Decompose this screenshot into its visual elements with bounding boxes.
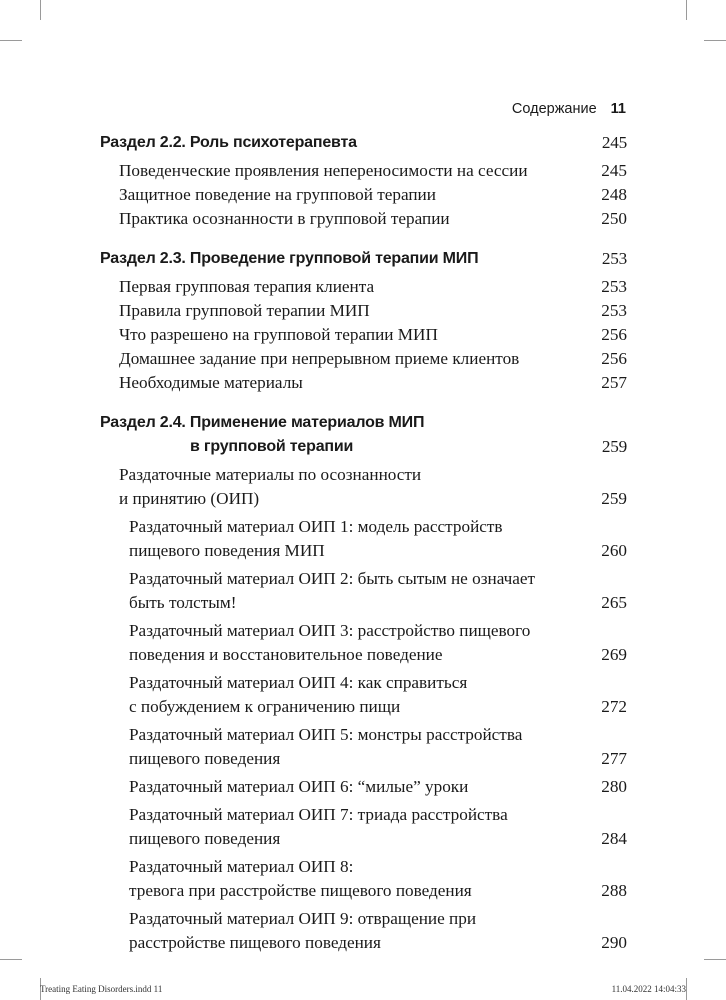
toc-title-line2: тревога при расстройстве пищевого поведения <box>129 881 472 900</box>
toc-entry[interactable] <box>100 299 627 323</box>
toc-page: 284 <box>601 829 627 848</box>
toc-title: Раздаточный материал ОИП 6: “милые” уроки <box>129 777 469 796</box>
header-title: Содержание <box>511 101 597 117</box>
toc-title: Первая групповая терапия клиента <box>119 277 375 296</box>
slug-timestamp: 11.04.2022 14:04:33 <box>611 984 686 994</box>
toc-handout[interactable] <box>100 515 627 563</box>
toc-title-line1: Раздаточный материал ОИП 2: быть сытым не означает <box>129 569 536 588</box>
toc-page: 250 <box>601 209 627 228</box>
toc-title-line1: Раздаточный материал ОИП 5: монстры расстройства <box>129 725 523 744</box>
toc-page: 253 <box>601 301 627 320</box>
toc-title-line1: Раздаточные материалы по осознанности <box>119 465 422 484</box>
crop-mark <box>686 0 687 20</box>
toc-page: 245 <box>601 133 627 152</box>
toc-page: 272 <box>601 697 627 716</box>
toc-title-line1: Раздел 2.4. Применение материалов МИП <box>100 414 425 431</box>
toc-entry[interactable] <box>100 159 627 183</box>
toc-page: 260 <box>601 541 627 560</box>
toc-handout[interactable] <box>100 619 627 667</box>
table-of-contents <box>100 131 627 955</box>
toc-title: Что разрешено на групповой терапии МИП <box>119 325 438 344</box>
toc-title: Домашнее задание при непрерывном приеме клиентов <box>119 349 520 368</box>
toc-title-line2: и принятию (ОИП) <box>119 489 260 508</box>
toc-page: 253 <box>601 249 627 268</box>
toc-title-line1: Раздаточный материал ОИП 3: расстройство пищевого <box>129 621 531 640</box>
toc-page: 248 <box>601 185 627 204</box>
toc-handout[interactable] <box>100 567 627 615</box>
toc-title-line2: поведения и восстановительное поведение <box>129 645 443 664</box>
slug-file: Treating Eating Disorders.indd 11 <box>40 984 163 994</box>
toc-title-line1: Раздаточный материал ОИП 7: триада расстройства <box>129 805 508 824</box>
toc-title-line2: с побуждением к ограничению пищи <box>129 697 401 716</box>
toc-page: 257 <box>601 373 627 392</box>
toc-page: 265 <box>601 593 627 612</box>
toc-title-line1: Раздаточный материал ОИП 1: модель расстройств <box>129 517 503 536</box>
toc-title: Раздел 2.3. Проведение групповой терапии МИП <box>100 250 479 267</box>
toc-page: 245 <box>601 161 627 180</box>
crop-mark <box>686 978 687 1000</box>
toc-title: Поведенческие проявления непереносимости на сессии <box>119 161 528 180</box>
toc-page: 253 <box>601 277 627 296</box>
crop-mark <box>704 40 726 41</box>
toc-entry[interactable] <box>100 371 627 395</box>
toc-entry[interactable] <box>100 463 627 511</box>
toc-title-line2: пищевого поведения <box>129 829 281 848</box>
toc-section-2-2[interactable] <box>100 131 627 155</box>
crop-mark <box>704 959 726 960</box>
running-header <box>512 101 626 117</box>
toc-title: Необходимые материалы <box>119 373 303 392</box>
toc-page: 259 <box>601 489 627 508</box>
toc-title: Защитное поведение на групповой терапии <box>119 185 436 204</box>
toc-page: 256 <box>601 325 627 344</box>
toc-handout[interactable] <box>100 855 627 903</box>
print-slug <box>40 984 686 994</box>
toc-title: Раздел 2.2. Роль психотерапевта <box>100 134 357 151</box>
toc-title-line1: Раздаточный материал ОИП 9: отвращение при <box>129 909 477 928</box>
toc-page: 256 <box>601 349 627 368</box>
toc-handout[interactable] <box>100 907 627 955</box>
toc-title: Правила групповой терапии МИП <box>119 301 370 320</box>
toc-section-2-3[interactable] <box>100 247 627 271</box>
toc-handout[interactable] <box>100 803 627 851</box>
toc-entry[interactable] <box>100 275 627 299</box>
crop-mark <box>40 0 41 20</box>
toc-handout[interactable] <box>100 775 627 799</box>
toc-page: 277 <box>601 749 627 768</box>
toc-page: 259 <box>601 437 627 456</box>
toc-entry[interactable] <box>100 347 627 371</box>
header-page-number: 11 <box>610 101 626 117</box>
toc-title: Практика осознанности в групповой терапии <box>119 209 450 228</box>
toc-title-line2: пищевого поведения <box>129 749 281 768</box>
toc-title-line1: Раздаточный материал ОИП 4: как справиться <box>129 673 468 692</box>
toc-title-line2: в групповой терапии <box>190 438 354 455</box>
toc-entry[interactable] <box>100 183 627 207</box>
crop-mark <box>0 959 22 960</box>
toc-page: 269 <box>601 645 627 664</box>
toc-page: 288 <box>601 881 627 900</box>
toc-title-line2: расстройстве пищевого поведения <box>129 933 381 952</box>
toc-page: 290 <box>601 933 627 952</box>
toc-title-line2: пищевого поведения МИП <box>129 541 325 560</box>
toc-section-2-4[interactable] <box>100 411 627 459</box>
toc-handout[interactable] <box>100 671 627 719</box>
toc-handout[interactable] <box>100 723 627 771</box>
toc-page: 280 <box>601 777 627 796</box>
toc-entry[interactable] <box>100 323 627 347</box>
toc-title-line1: Раздаточный материал ОИП 8: <box>129 857 354 876</box>
toc-entry[interactable] <box>100 207 627 231</box>
toc-title-line2: быть толстым! <box>129 593 237 612</box>
crop-mark <box>0 40 22 41</box>
